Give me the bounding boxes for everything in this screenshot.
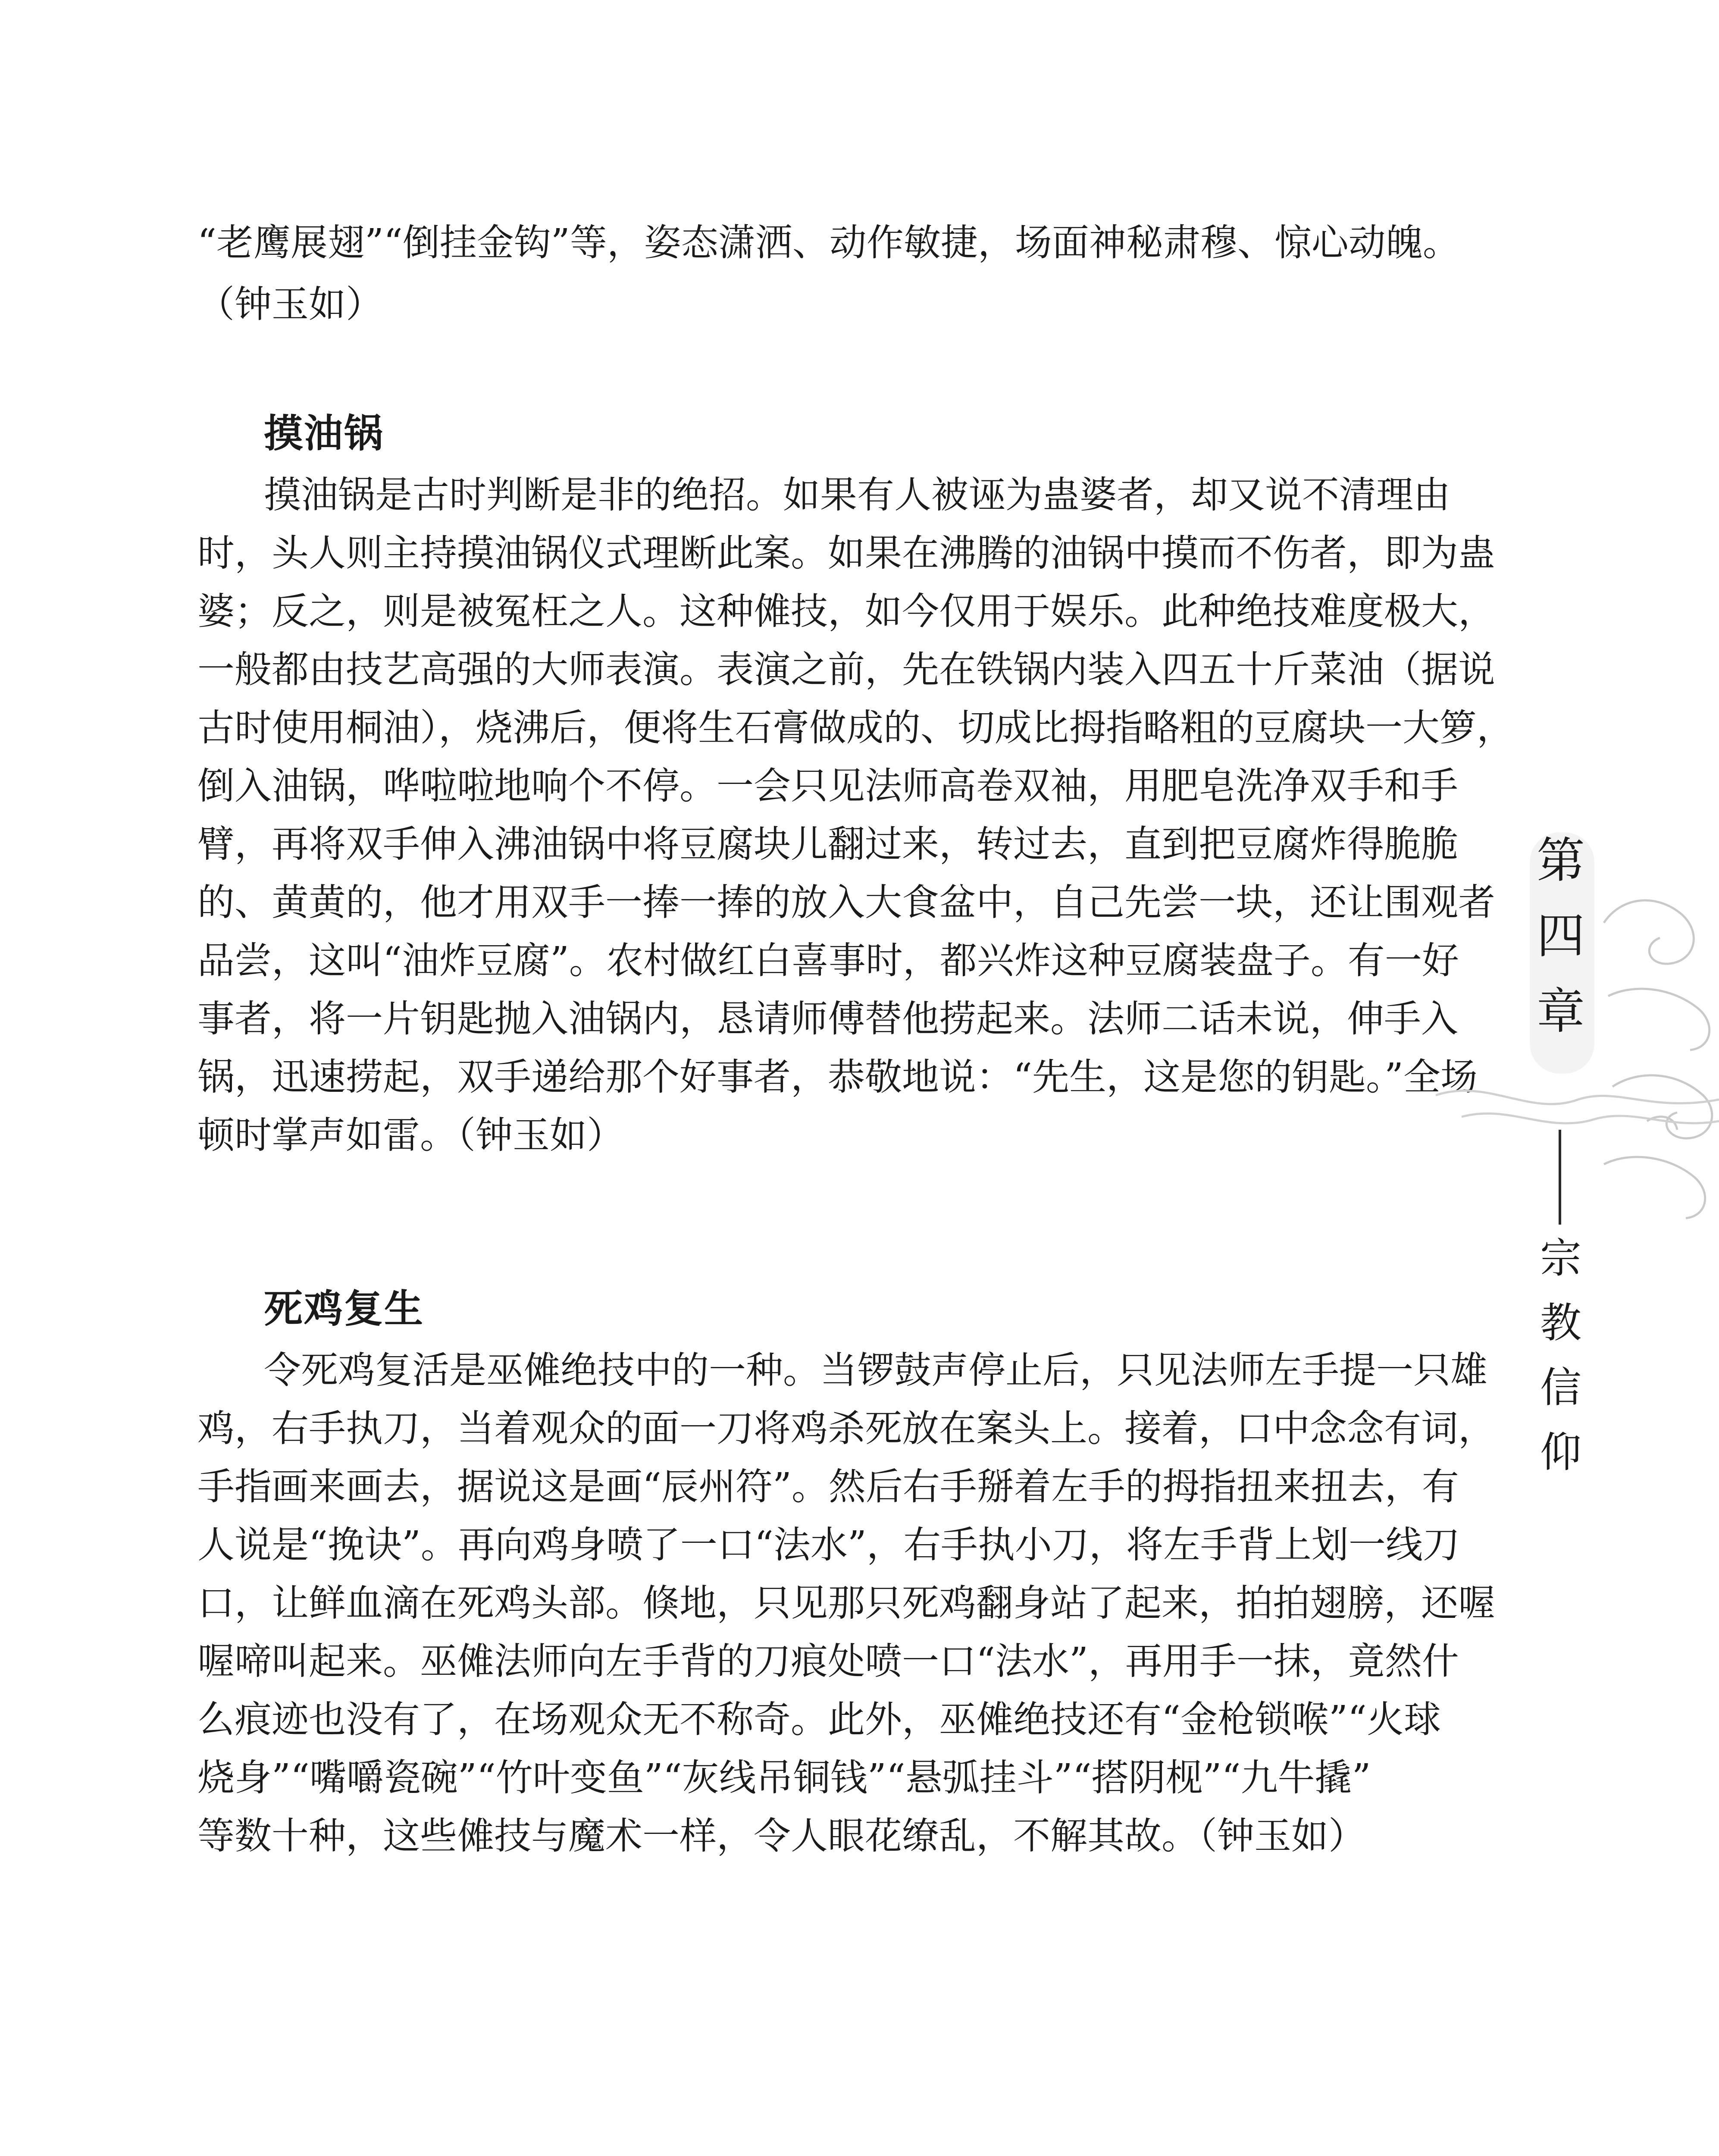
section-char: 信 bbox=[1540, 1363, 1581, 1412]
chapter-char: 第 bbox=[1537, 833, 1585, 889]
oil-pot-line: 一般都由技艺高强的大师表演。表演之前，先在铁锅内装入四五十斤菜油（据说 bbox=[197, 648, 1495, 691]
oil-pot-line: 品尝，这叫“油炸豆腐”。农村做红白喜事时，都兴炸这种豆腐装盘子。有一好 bbox=[197, 939, 1459, 982]
cloud-decoration-icon bbox=[1595, 854, 1719, 1242]
section-title-dead-chicken: 死鸡复生 bbox=[264, 1286, 424, 1332]
oil-pot-line: 古时使用桐油），烧沸后，便将生石膏做成的、切成比拇指略粗的豆腐块一大箩， bbox=[197, 706, 1514, 749]
cloud-wave-icon bbox=[1436, 1069, 1719, 1138]
intro-line: （钟玉如） bbox=[197, 283, 383, 326]
chapter-char: 章 bbox=[1537, 984, 1585, 1040]
dead-chicken-line: 人说是“挽诀”。再向鸡身喷了一口“法水”，右手执小刀，将左手背上划一线刀 bbox=[197, 1523, 1460, 1567]
chapter-char: 四 bbox=[1537, 908, 1585, 964]
oil-pot-line: 臂，再将双手伸入沸油锅中将豆腐块儿翻过来，转过去，直到把豆腐炸得脆脆 bbox=[197, 823, 1458, 866]
dead-chicken-line: 喔啼叫起来。巫傩法师向左手背的刀痕处喷一口“法水”，再用手一抹，竟然什 bbox=[197, 1640, 1459, 1683]
dead-chicken-line: 手指画来画去，据说这是画“辰州符”。然后右手掰着左手的拇指扭来扭去，有 bbox=[197, 1465, 1459, 1508]
oil-pot-line: 摸油锅是古时判断是非的绝招。如果有人被诬为蛊婆者，却又说不清理由 bbox=[264, 473, 1450, 517]
dead-chicken-line: 口，让鲜血滴在死鸡头部。倏地，只见那只死鸡翻身站了起来，拍拍翅膀，还喔 bbox=[197, 1582, 1495, 1625]
dead-chicken-line: 么痕迹也没有了，在场观众无不称奇。此外，巫傩绝技还有“金枪锁喉”“火球 bbox=[197, 1698, 1441, 1741]
intro-line: “老鹰展翅”“倒挂金钩”等，姿态潇洒、动作敏捷，场面神秘肃穆、惊心动魄。 bbox=[197, 221, 1460, 264]
section-char: 宗 bbox=[1540, 1234, 1581, 1282]
dead-chicken-line: 令死鸡复活是巫傩绝技中的一种。当锣鼓声停止后，只见法师左手提一只雄 bbox=[264, 1349, 1487, 1392]
oil-pot-line: 婆；反之，则是被冤枉之人。这种傩技，如今仅用于娱乐。此种绝技难度极大， bbox=[197, 590, 1495, 633]
side-tab-divider bbox=[1559, 1130, 1561, 1225]
section-char: 教 bbox=[1540, 1299, 1581, 1347]
oil-pot-line: 倒入油锅，哗啦啦地响个不停。一会只见法师高卷双袖，用肥皂洗净双手和手 bbox=[197, 765, 1458, 808]
section-title-oil-pot: 摸油锅 bbox=[264, 411, 384, 456]
oil-pot-line: 事者，将一片钥匙抛入油锅内，恳请师傅替他捞起来。法师二话未说，伸手入 bbox=[197, 997, 1458, 1040]
oil-pot-line: 时，头人则主持摸油锅仪式理断此案。如果在沸腾的油锅中摸而不伤者，即为蛊 bbox=[197, 532, 1495, 575]
dead-chicken-line: 等数十种，这些傩技与魔术一样，令人眼花缭乱，不解其故。（钟玉如） bbox=[197, 1814, 1365, 1858]
oil-pot-line: 锅，迅速捞起，双手递给那个好事者，恭敬地说：“先生，这是您的钥匙。”全场 bbox=[197, 1056, 1478, 1099]
oil-pot-line: 的、黄黄的，他才用双手一捧一捧的放入大食盆中，自己先尝一块，还让围观者 bbox=[197, 881, 1495, 924]
oil-pot-line: 顿时掌声如雷。（钟玉如） bbox=[197, 1114, 624, 1157]
dead-chicken-line: 烧身”“嘴嚼瓷碗”“竹叶变鱼”“灰线吊铜钱”“悬弧挂斗”“搭阴枧”“九牛撬” bbox=[197, 1756, 1371, 1799]
dead-chicken-line: 鸡，右手执刀，当着观众的面一刀将鸡杀死放在案头上。接着，口中念念有词， bbox=[197, 1407, 1495, 1450]
section-char: 仰 bbox=[1540, 1428, 1581, 1476]
